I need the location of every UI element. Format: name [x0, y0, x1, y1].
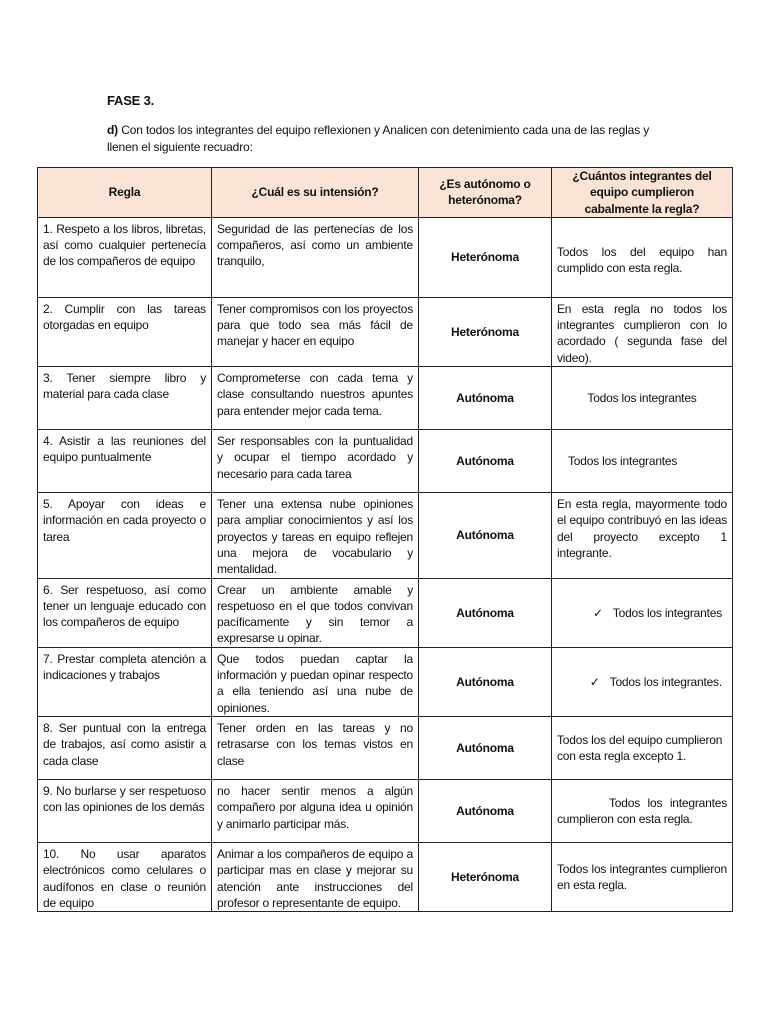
cell-regla: 7. Prestar completa atención a indicaciones y trabajos: [38, 647, 212, 716]
rules-table: [37, 167, 733, 912]
table-row: [38, 430, 733, 493]
cell-tipo: Autónoma: [419, 716, 552, 779]
table-row: [38, 647, 733, 716]
cell-regla: 8. Ser puntual con la entrega de trabajos, así como asistir a cada clase: [38, 716, 212, 779]
check-icon: ✓: [589, 674, 600, 689]
cell-cumplieron: En esta regla no todos los integrantes cumplieron con lo acordado ( segunda fase del video).: [552, 297, 733, 366]
cell-intension: Que todos puedan captar la información y puedan opinar respecto a ella teniendo así una nube de opiniones.: [212, 647, 419, 716]
page-title: FASE 3.: [107, 93, 155, 108]
cell-intension: Crear un ambiente amable y respetuoso en el que todos convivan pacíficamente y sin temor a expresarse u opinar.: [212, 578, 419, 647]
header-tipo: ¿Es autónomo o heterónoma?: [419, 168, 552, 218]
cell-cumplieron: Todos los del equipo han cumplido con esta regla.: [552, 217, 733, 297]
cell-intension: Seguridad de las pertenecías de los compañeros, así como un ambiente tranquilo,: [212, 217, 419, 297]
cell-cumplieron: Todos los integrantes: [552, 367, 733, 430]
instructions-paragraph: [107, 122, 667, 156]
table-row: [38, 779, 733, 842]
cell-cumplieron: [552, 578, 733, 647]
cell-regla: 2. Cumplir con las tareas otorgadas en equipo: [38, 297, 212, 366]
cell-regla: 5. Apoyar con ideas e información en cada proyecto o tarea: [38, 493, 212, 578]
cell-tipo: Autónoma: [419, 647, 552, 716]
cell-cumplieron: Todos los integrantes cumplieron con esta regla.: [552, 779, 733, 842]
table-row: [38, 842, 733, 911]
cell-tipo: Autónoma: [419, 578, 552, 647]
cell-intension: no hacer sentir menos a algún compañero por alguna idea u opinión y animarlo participar más.: [212, 779, 419, 842]
cell-intension: Animar a los compañeros de equipo a participar mas en clase y mejorar su atención ante instrucciones del profesor o representante de equipo.: [212, 842, 419, 911]
cell-cumplieron: Todos los integrantes: [552, 430, 733, 493]
instructions-text: Con todos los integrantes del equipo reflexionen y Analicen con detenimiento cada una de las reglas y llenen el siguiente recuadro:: [107, 123, 650, 154]
cell-intension: Tener orden en las tareas y no retrasarse con los temas vistos en clase: [212, 716, 419, 779]
cell-regla: 9. No burlarse y ser respetuoso con las opiniones de los demás: [38, 779, 212, 842]
cell-regla: 10. No usar aparatos electrónicos como celulares o audífonos en clase o reunión de equipo: [38, 842, 212, 911]
cell-intension: Tener compromisos con los proyectos para que todo sea más fácil de manejar y hacer en equipo: [212, 297, 419, 366]
check-icon: ✓: [592, 605, 603, 620]
cell-regla: 6. Ser respetuoso, así como tener un lenguaje educado con los compañeros de equipo: [38, 578, 212, 647]
table-row: [38, 217, 733, 297]
cell-cumplieron: Todos los del equipo cumplieron con esta regla excepto 1.: [552, 716, 733, 779]
cell-regla: 4. Asistir a las reuniones del equipo puntualmente: [38, 430, 212, 493]
cell-cumplieron-text: Todos los integrantes.: [609, 674, 722, 689]
table-row: [38, 493, 733, 578]
cell-intension: Tener una extensa nube opiniones para ampliar conocimientos y así los proyectos y tareas en equipo reflejen una mejora de vocabulario y mentalidad.: [212, 493, 419, 578]
table-header-row: [38, 168, 733, 218]
table-row: [38, 578, 733, 647]
cell-tipo: Autónoma: [419, 367, 552, 430]
header-intension: ¿Cuál es su intensión?: [212, 168, 419, 218]
cell-cumplieron: [552, 647, 733, 716]
table-row: [38, 297, 733, 366]
cell-tipo: Autónoma: [419, 779, 552, 842]
table-row: [38, 367, 733, 430]
cell-cumplieron: En esta regla, mayormente todo el equipo contribuyó en las ideas del proyecto excepto 1 integrante.: [552, 493, 733, 578]
header-regla: Regla: [38, 168, 212, 218]
instructions-label: d): [107, 123, 119, 137]
cell-tipo: Heterónoma: [419, 842, 552, 911]
cell-cumplieron: Todos los integrantes cumplieron en esta regla.: [552, 842, 733, 911]
cell-regla: 3. Tener siempre libro y material para cada clase: [38, 367, 212, 430]
cell-intension: Ser responsables con la puntualidad y ocupar el tiempo acordado y necesario para cada tarea: [212, 430, 419, 493]
table-row: [38, 716, 733, 779]
cell-cumplieron-text: Todos los integrantes: [612, 605, 722, 620]
cell-intension: Comprometerse con cada tema y clase consultando nuestros apuntes para entender mejor cada tema.: [212, 367, 419, 430]
cell-tipo: Heterónoma: [419, 217, 552, 297]
cell-tipo: Heterónoma: [419, 297, 552, 366]
cell-tipo: Autónoma: [419, 430, 552, 493]
header-cumplieron: ¿Cuántos integrantes del equipo cumplieron cabalmente la regla?: [552, 168, 733, 218]
cell-tipo: Autónoma: [419, 493, 552, 578]
cell-regla: 1. Respeto a los libros, libretas, así como cualquier pertenecía de los compañeros de equipo: [38, 217, 212, 297]
